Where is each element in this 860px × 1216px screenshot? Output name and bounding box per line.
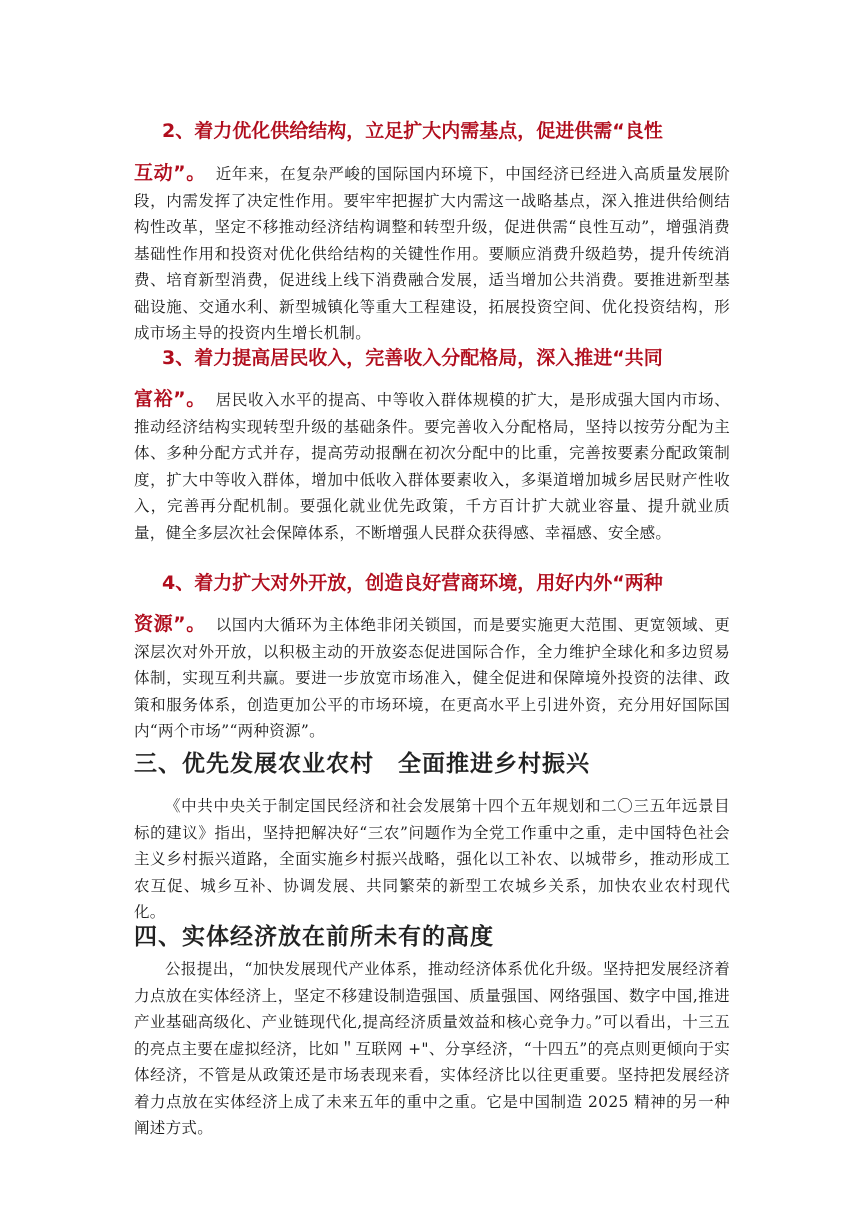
section-3-body: 居民收入水平的提高、中等收入群体规模的扩大，是形成强大国内市场、推动经济结构实现转型升级的基础条件。要完善收入分配格局，坚持以按劳分配为主体、多种分配方式并存，提高劳动报酬在初次分配中的比重，完善按要素分配政策制度，扩大中等收入群体，增加中低收入群体要素收入，多渠道增加城乡居民财产性收入，完善再分配机制。要强化就业优先政策，千方百计扩大就业容量、提升就业质量，健全多层次社会保障体系，不断增强人民群众获得感、幸福感、安全感。	[134, 391, 730, 542]
heading-four: 四、实体经济放在前所未有的高度	[134, 924, 494, 950]
section-3-title-tail: 富裕”。	[134, 388, 206, 410]
section-3-paragraph	[134, 386, 730, 546]
section-4-paragraph	[134, 611, 730, 745]
section-2-title-tail: 互动”。	[134, 162, 206, 184]
section-2-title: 2、着力优化供给结构，立足扩大内需基点，促进供需“良性	[162, 120, 663, 142]
heading-four-body: 公报提出，“加快发展现代产业体系，推动经济体系优化升级。坚持把发展经济着力点放在实体经济上，坚定不移建设制造强国、质量强国、网络强国、数字中国,推进产业基础高级化、产业链现代化,提高经济质量效益和核心竞争力。”可以看出，十三五的亮点主要在虚拟经济，比如＂互联网 +"、分享经济，“十四五”的亮点则更倾向于实体经济，不管是从政策还是市场表现来看，实体经济比以往更重要。坚持把发展经济着力点放在实体经济上成了未来五年的重中之重。它是中国制造 2025 精神的另一种阐述方式。	[134, 960, 730, 1137]
section-4-title-tail: 资源”。	[134, 613, 206, 635]
section-4-body: 以国内大循环为主体绝非闭关锁国，而是要实施更大范围、更宽领域、更深层次对外开放，以积极主动的开放姿态促进国际合作，全力维护全球化和多边贸易体制，实现互利共赢。要进一步放宽市场准入，健全促进和保障境外投资的法律、政策和服务体系，创造更加公平的市场环境，在更高水平上引进外资，充分用好国际国内“两个市场”“两种资源”。	[134, 616, 730, 740]
section-4-title: 4、着力扩大对外开放，创造良好营商环境，用好内外“两种	[162, 572, 663, 594]
section-3-title: 3、着力提高居民收入，完善收入分配格局，深入推进“共同	[162, 347, 663, 369]
heading-three-body: 《中共中央关于制定国民经济和社会发展第十四个五年规划和二〇三五年远景目标的建议》指出，坚持把解决好“三农”问题作为全党工作重中之重，走中国特色社会主义乡村振兴道路，全面实施乡村振兴战略，强化以工补农、以城带乡，推动形成工农互促、城乡互补、协调发展、共同繁荣的新型工农城乡关系，加快农业农村现代化。	[134, 797, 730, 921]
heading-three: 三、优先发展农业农村 全面推进乡村振兴	[134, 751, 590, 777]
section-2-paragraph	[134, 160, 730, 347]
section-2-body: 近年来，在复杂严峻的国际国内环境下，中国经济已经进入高质量发展阶段，内需发挥了决定性作用。要牢牢把握扩大内需这一战略基点，深入推进供给侧结构性改革，坚定不移推动经济结构调整和转型升级，促进供需“良性互动”，增强消费基础性作用和投资对优化供给结构的关键性作用。要顺应消费升级趋势，提升传统消费、培育新型消费，促进线上线下消费融合发展，适当增加公共消费。要推进新型基础设施、交通水利、新型城镇化等重大工程建设，拓展投资空间、优化投资结构，形成市场主导的投资内生增长机制。	[134, 165, 730, 342]
